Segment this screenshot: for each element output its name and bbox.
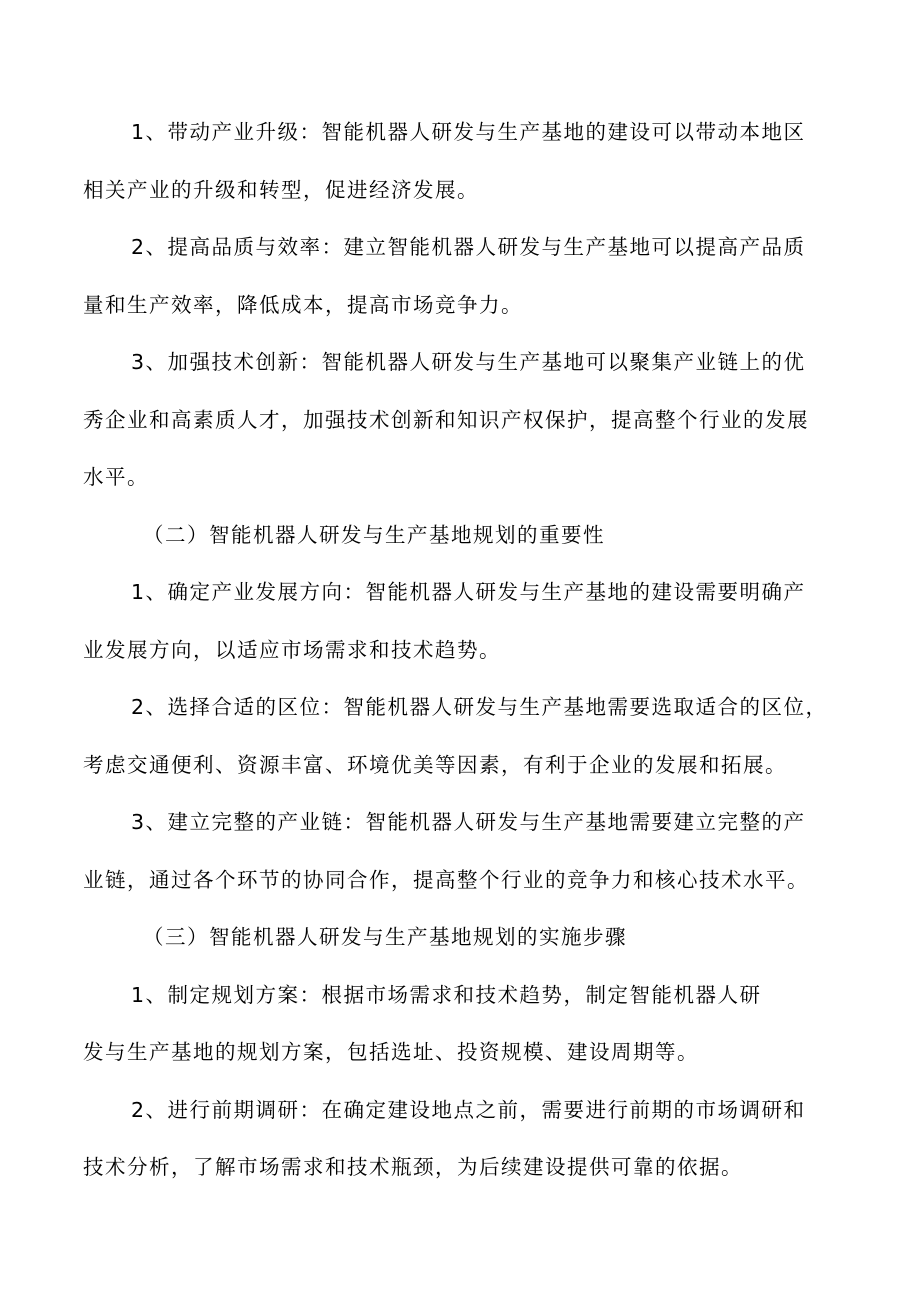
section-heading-importance: （二）智能机器人研发与生产基地规划的重要性: [143, 522, 605, 547]
paragraph-tech-innovation: [83, 334, 843, 507]
paragraph-location: [83, 679, 843, 794]
paragraph-line: 2、进行前期调研：在确定建设地点之前，需要进行前期的市场调研和: [131, 1097, 806, 1122]
paragraph-line: 3、加强技术创新：智能机器人研发与生产基地可以聚集产业链上的优: [131, 350, 806, 374]
paragraph-industry-direction: [83, 564, 843, 679]
paragraph-line: 1、制定规划方案：根据市场需求和技术趋势，制定智能机器人研: [131, 982, 762, 1007]
paragraph-line: 考虑交通便利、资源丰富、环境优美等因素，有利于企业的发展和拓展。: [83, 752, 787, 777]
paragraph-line: 1、带动产业升级：智能机器人研发与生产基地的建设可以带动本地区: [131, 120, 806, 144]
document-body: [83, 104, 843, 1197]
paragraph-line: 发与生产基地的规划方案，包括选址、投资规模、建设周期等。: [83, 1040, 699, 1064]
paragraph-line: 2、选择合适的区位：智能机器人研发与生产基地需要选取适合的区位，: [131, 695, 828, 719]
paragraph-line: 秀企业和高素质人才，加强技术创新和知识产权保护，提高整个行业的发展: [83, 407, 809, 432]
paragraph-line: 3、建立完整的产业链：智能机器人研发与生产基地需要建立完整的产: [131, 810, 806, 834]
paragraph-industry-upgrade: [83, 104, 843, 219]
paragraph-line: 技术分析，了解市场需求和技术瓶颈，为后续建设提供可靠的依据。: [83, 1155, 743, 1179]
paragraph-line: 业链，通过各个环节的协同合作，提高整个行业的竞争力和核心技术水平。: [83, 867, 809, 892]
paragraph-line: 1、确定产业发展方向：智能机器人研发与生产基地的建设需要明确产: [131, 580, 806, 604]
paragraph-quality-efficiency: [83, 219, 843, 334]
paragraph-line: 2、提高品质与效率：建立智能机器人研发与生产基地可以提高产品质: [131, 235, 806, 259]
paragraph-line: 业发展方向，以适应市场需求和技术趋势。: [83, 637, 501, 662]
paragraph-line: 相关产业的升级和转型，促进经济发展。: [83, 177, 479, 202]
paragraph-line: 量和生产效率，降低成本，提高市场竞争力。: [83, 292, 523, 317]
paragraph-planning-scheme: [83, 967, 843, 1082]
paragraph-line: 水平。: [83, 465, 149, 489]
section-heading-implementation: （三）智能机器人研发与生产基地规划的实施步骤: [143, 925, 627, 949]
paragraph-industry-chain: [83, 794, 843, 909]
paragraph-preliminary-research: [83, 1082, 843, 1197]
